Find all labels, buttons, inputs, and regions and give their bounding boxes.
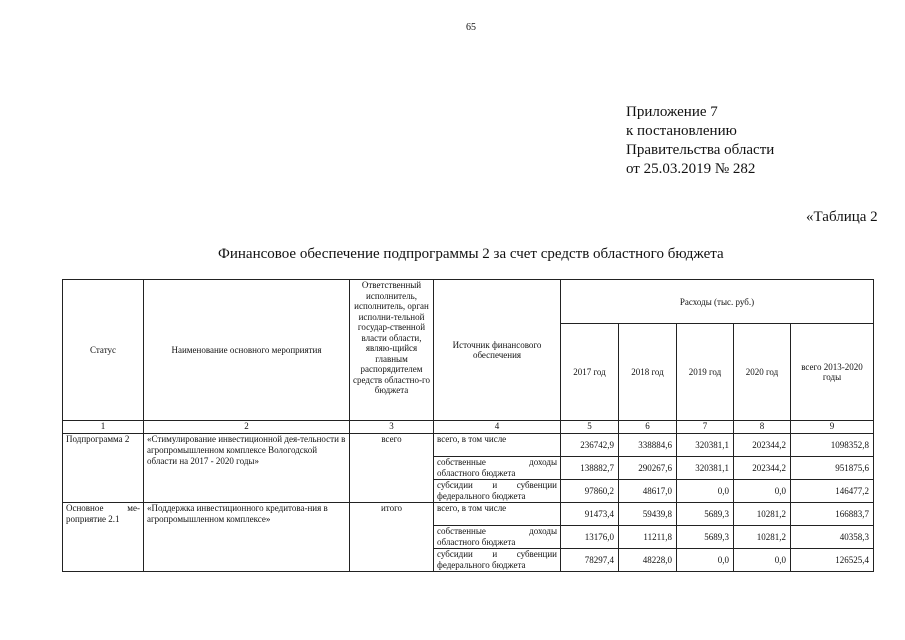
- value-cell: 0,0: [677, 480, 734, 503]
- appendix-line: от 25.03.2019 № 282: [626, 161, 756, 177]
- value-cell: 91473,4: [561, 503, 619, 526]
- header-status: Статус: [63, 280, 144, 421]
- appendix-line: Правительства области: [626, 142, 775, 158]
- value-cell: 0,0: [734, 480, 791, 503]
- column-number: 1: [63, 421, 144, 434]
- header-year: 2019 год: [677, 324, 734, 421]
- source-line: всего, в том числе: [437, 503, 507, 513]
- value-cell: 48228,0: [619, 549, 677, 572]
- header-year: 2018 год: [619, 324, 677, 421]
- source-line: собственные доходы: [437, 526, 557, 536]
- value-cell: 338884,6: [619, 434, 677, 457]
- value-cell-total: 146477,2: [791, 480, 874, 503]
- responsible-cell: итого: [350, 503, 434, 572]
- column-number: 9: [791, 421, 874, 434]
- column-number: 4: [434, 421, 561, 434]
- value-cell: 320381,1: [677, 457, 734, 480]
- activity-name-cell: «Поддержка инвестиционного кредитова-ния в агропромышленном комплексе»: [144, 503, 350, 572]
- source-line: субсидии и субвенции: [437, 549, 557, 559]
- value-cell: 11211,8: [619, 526, 677, 549]
- column-number: 6: [619, 421, 677, 434]
- source-line: всего, в том числе: [437, 434, 507, 444]
- header-expenses: Расходы (тыс. руб.): [561, 280, 874, 324]
- value-cell: 320381,1: [677, 434, 734, 457]
- column-number: 2: [144, 421, 350, 434]
- value-cell: 97860,2: [561, 480, 619, 503]
- source-cell: [434, 457, 561, 480]
- value-cell: 0,0: [677, 549, 734, 572]
- value-cell: 5689,3: [677, 526, 734, 549]
- value-cell-total: 166883,7: [791, 503, 874, 526]
- page-number: 65: [466, 22, 476, 33]
- value-cell: 59439,8: [619, 503, 677, 526]
- source-line: федерального бюджета: [437, 560, 526, 570]
- value-cell: 5689,3: [677, 503, 734, 526]
- table-row: [63, 434, 874, 457]
- value-cell: 236742,9: [561, 434, 619, 457]
- document-title: Финансовое обеспечение подпрограммы 2 за счет средств областного бюджета: [218, 246, 724, 262]
- appendix-block: [626, 103, 774, 179]
- value-cell-total: 126525,4: [791, 549, 874, 572]
- value-cell: 48617,0: [619, 480, 677, 503]
- source-line: субсидии и субвенции: [437, 480, 557, 490]
- header-source: Источник финансового обеспечения: [434, 280, 561, 421]
- value-cell: 138882,7: [561, 457, 619, 480]
- column-number: 3: [350, 421, 434, 434]
- status-cell: Подпрограмма 2: [63, 434, 144, 503]
- value-cell-total: 1098352,8: [791, 434, 874, 457]
- table-row: [63, 503, 874, 526]
- value-cell: 202344,2: [734, 457, 791, 480]
- value-cell: 202344,2: [734, 434, 791, 457]
- source-cell: [434, 503, 561, 526]
- header-year: 2017 год: [561, 324, 619, 421]
- column-numbers-row: [63, 421, 874, 434]
- header-responsible: Ответственный исполнитель, исполнитель, орган исполни-тельной государ-ственной власти области, являю-щийся главным распорядителем средств областно-го бюджета: [350, 280, 434, 421]
- column-number: 5: [561, 421, 619, 434]
- source-line: собственные доходы: [437, 457, 557, 467]
- status-cell: Основное ме-роприятие 2.1: [63, 503, 144, 572]
- source-cell: [434, 434, 561, 457]
- source-cell: [434, 480, 561, 503]
- source-cell: [434, 549, 561, 572]
- column-number: 8: [734, 421, 791, 434]
- value-cell: 10281,2: [734, 503, 791, 526]
- value-cell: 290267,6: [619, 457, 677, 480]
- source-cell: [434, 526, 561, 549]
- appendix-line: Приложение 7: [626, 104, 718, 120]
- value-cell-total: 951875,6: [791, 457, 874, 480]
- value-cell: 0,0: [734, 549, 791, 572]
- source-line: федерального бюджета: [437, 491, 526, 501]
- column-number: 7: [677, 421, 734, 434]
- header-year: 2020 год: [734, 324, 791, 421]
- header-year-total: всего 2013-2020 годы: [791, 324, 874, 421]
- value-cell-total: 40358,3: [791, 526, 874, 549]
- source-line: областного бюджета: [437, 468, 516, 478]
- value-cell: 13176,0: [561, 526, 619, 549]
- value-cell: 78297,4: [561, 549, 619, 572]
- activity-name-cell: «Стимулирование инвестиционной дея-тельности в агропромышленном комплексе Вологодской области на 2017 - 2020 годы»: [144, 434, 350, 503]
- appendix-line: к постановлению: [626, 123, 737, 139]
- source-line: областного бюджета: [437, 537, 516, 547]
- value-cell: 10281,2: [734, 526, 791, 549]
- responsible-cell: всего: [350, 434, 434, 503]
- header-name: Наименование основного мероприятия: [144, 280, 350, 421]
- table-reference: «Таблица 2: [806, 209, 878, 225]
- financing-table: [62, 279, 874, 572]
